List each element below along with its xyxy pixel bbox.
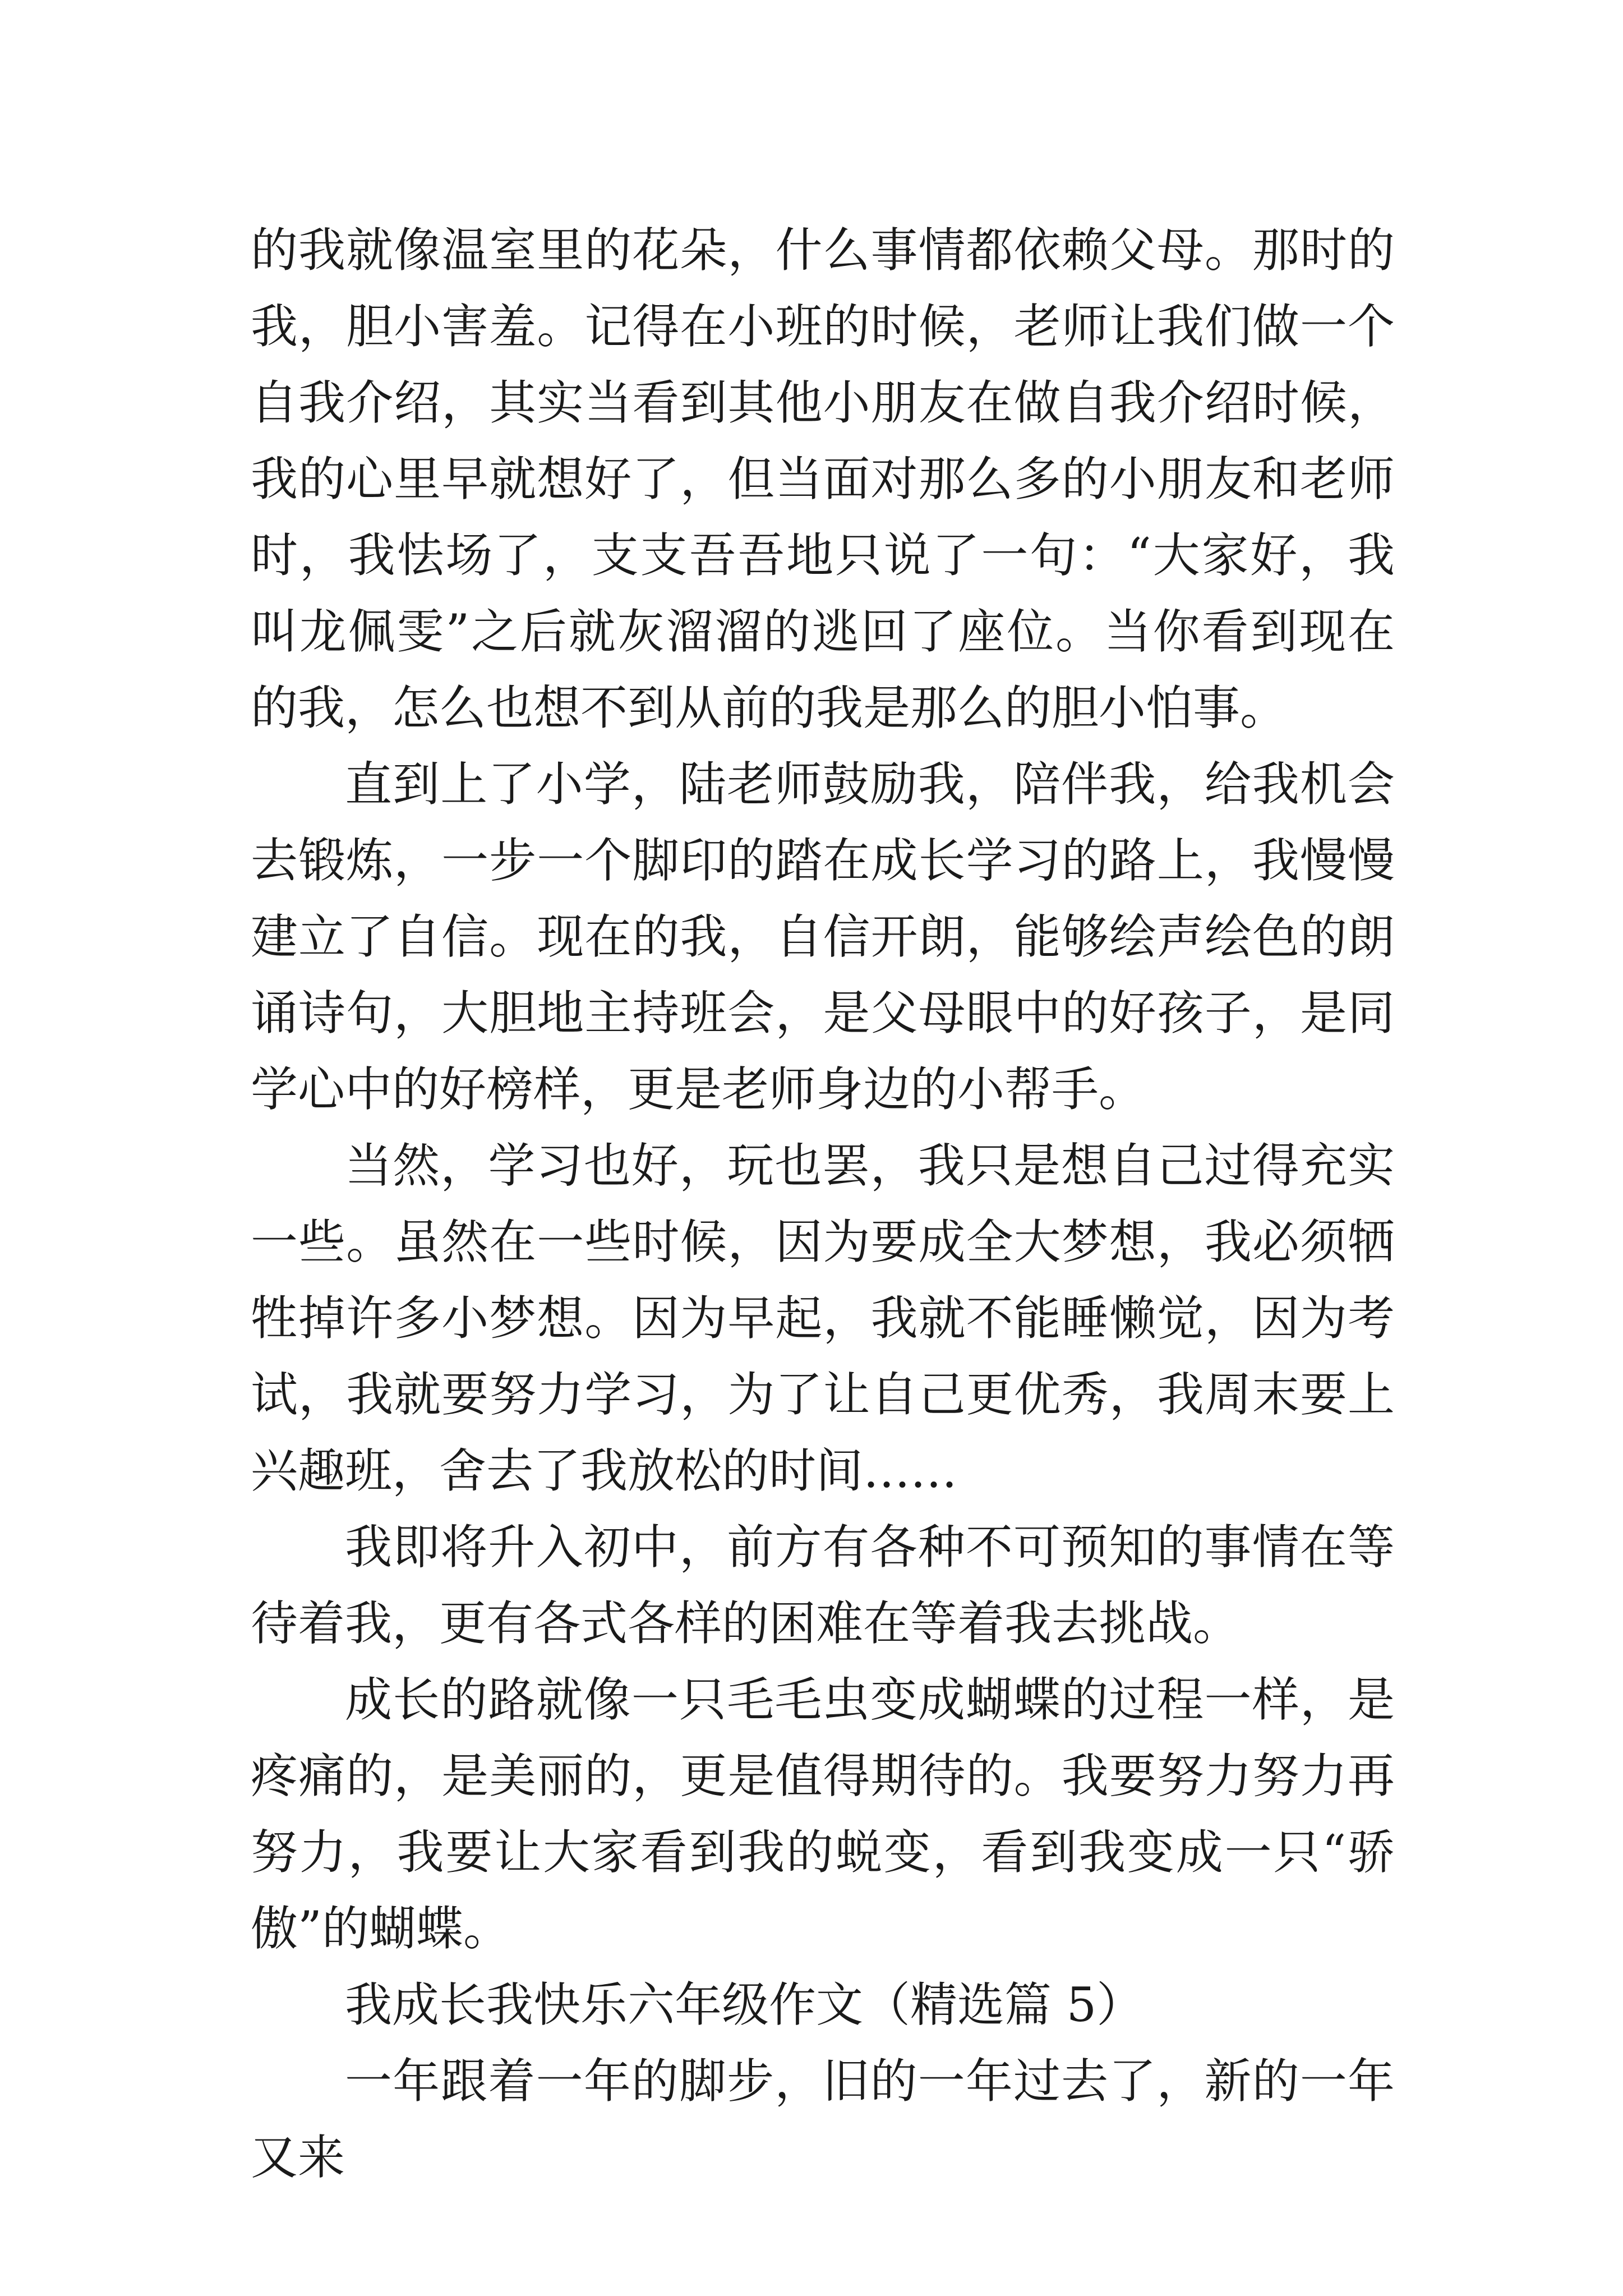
paragraph-2: 直到上了小学，陆老师鼓励我，陪伴我，给我机会去锻炼，一步一个脚印的踏在成长学习的路上，我慢慢建立了自信。现在的我，自信开朗，能够绘声绘色的朗诵诗句，大胆地主持班会，是父母眼中的好孩子，是同学心中的好榜样，更是老师身边的小帮手。 — [251, 757, 1395, 1117]
section-heading: 我成长我快乐六年级作文（精选篇 5） — [345, 1977, 1144, 2032]
paragraph-1: 的我就像温室里的花朵，什么事情都依赖父母。那时的我，胆小害羞。记得在小班的时候，老师让我们做一个自我介绍，其实当看到其他小朋友在做自我介绍时候，我的心里早就想好了，但当面对那么多的小朋友和老师时，我怯场了，支支吾吾地只说了一句：“大家好，我叫龙佩雯”之后就灰溜溜的逃回了座位。当你看到现在的我，怎么也想不到从前的我是那么的胆小怕事。 — [251, 223, 1395, 735]
paragraph-5: 成长的路就像一只毛毛虫变成蝴蝶的过程一样，是疼痛的，是美丽的，更是值得期待的。我要努力努力再努力，我要让大家看到我的蜕变，看到我变成一只“骄傲”的蝴蝶。 — [251, 1672, 1395, 1956]
essay-body — [251, 212, 1395, 2196]
paragraph-4: 我即将升入初中，前方有各种不可预知的事情在等待着我，更有各式各样的困难在等着我去挑战。 — [251, 1520, 1395, 1651]
paragraph-6: 一年跟着一年的脚步，旧的一年过去了，新的一年又来 — [251, 2054, 1395, 2185]
paragraph-3: 当然，学习也好，玩也罢，我只是想自己过得充实一些。虽然在一些时候，因为要成全大梦想，我必须牺牲掉许多小梦想。因为早起，我就不能睡懒觉，因为考试，我就要努力学习，为了让自己更优秀，我周末要上兴趣班，舍去了我放松的时间…… — [251, 1138, 1395, 1498]
